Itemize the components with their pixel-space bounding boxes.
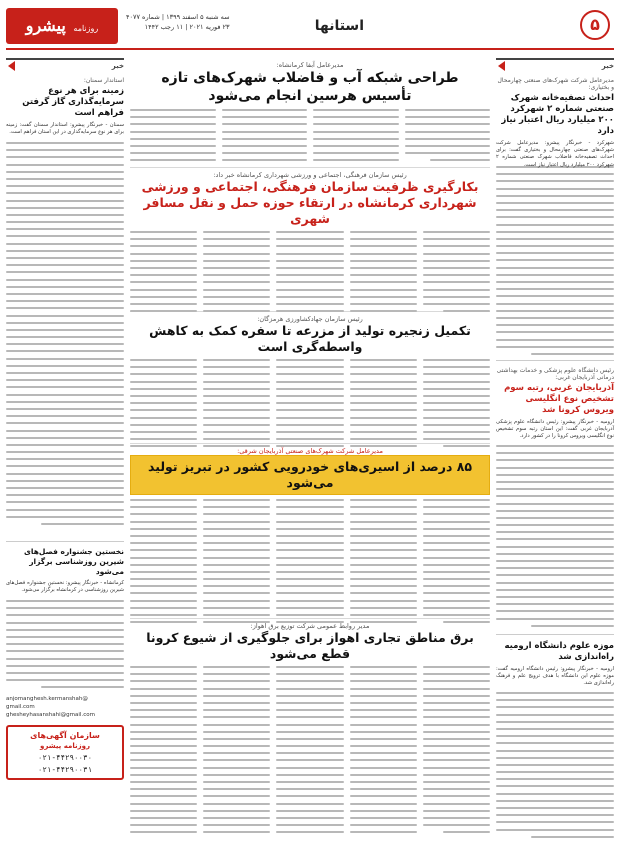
story-body: [130, 105, 490, 171]
story-body-lines: [6, 142, 124, 537]
story-headline: برق مناطق تجاری اهواز برای جلوگیری از شیوع کرونا قطع می‌شود: [146, 630, 474, 661]
story-kicker: استاندار سمنان:: [83, 77, 124, 84]
ad-subtitle: روزنامه پیشرو: [40, 742, 90, 750]
story-water-network: [130, 58, 490, 168]
page-header: [6, 6, 614, 50]
story-hormozgan-agriculture: [130, 312, 490, 444]
story-ahvaz-power: [130, 619, 490, 829]
email-line: gmail.com: [6, 704, 35, 710]
story-headline: نخستین جشنواره فصل‌های شیرین روزشناسی برگزار می‌شود: [24, 547, 124, 576]
story-headline: ۸۵ درصد از اسیری‌های خودرویی کشور در تبریز تولید می‌شود: [148, 459, 472, 490]
story-body: [130, 355, 490, 457]
email-line: ghesheyhasanshahi@gmail.com: [6, 712, 95, 718]
story-text: سمنان - خبرنگار پیشرو: استاندار سمنان گفت: زمینه برای هر نوع سرمایه‌گذاری در این استان فراهم است.: [6, 122, 124, 136]
logo-sub: روزنامه: [73, 24, 99, 33]
story-text: ارومیه - خبرنگار پیشرو: رئیس دانشگاه علوم پزشکی آذربایجان غربی گفت: این استان رتبه سوم تشخیص نوع انگلیسی ویروس کرونا را در کشور دارد.: [496, 419, 614, 440]
newspaper-logo: [6, 8, 118, 44]
tag-arrow-icon: [498, 61, 505, 71]
left-column: [6, 58, 124, 831]
story-kermanshah-transport: [130, 168, 490, 312]
story-kicker: مدیر روابط عمومی شرکت توزیع برق اهواز:: [250, 622, 370, 630]
column-tag-label: خبر: [601, 62, 614, 70]
section-title: استانها: [314, 18, 364, 34]
logo-text: پیشرو: [25, 16, 66, 35]
right-column: [496, 58, 614, 831]
story-headline: بکارگیری ظرفیت سازمان فرهنگی، اجتماعی و ورزشی شهرداری کرمانشاه در ارتقاء حوزه حمل و نقل مسافر شهری: [141, 179, 479, 226]
story-body: [130, 227, 490, 323]
story-headline: زمینه برای هر نوع سرمایه‌گذاری گاز گرفتن فراهم است: [22, 86, 124, 118]
story-text: شهرکرد - خبرنگار پیشرو: مدیرعامل شرکت شهرک‌های صنعتی چهارمحال و بختیاری گفت: برای احداث تصفیه‌خانه فاضلاب شهرک صنعتی شماره ۲ شهرکرد ۲۰۰ میلیارد ریال اعتبار نیاز است.: [496, 140, 614, 168]
contact-email: [6, 695, 124, 719]
story-headline: طراحی شبکه آب و فاضلاب شهرک‌های تازه تأسیس هرسین انجام می‌شود: [161, 70, 459, 104]
story-headline: آذربایجان غربی، رتبه سوم تشخیص نوع انگلیسی ویروس کرونا شد: [504, 383, 614, 415]
column-tag-label: خبر: [111, 62, 124, 70]
ad-phone: ۰۲۱-۴۴۲۹۰۰۳۱: [37, 765, 93, 774]
story-tabriz-production: [130, 444, 490, 619]
column-tag: [6, 58, 124, 71]
headline-highlight-bar: [130, 455, 490, 495]
issue-date: [126, 12, 230, 32]
story-body-lines: [496, 166, 614, 356]
column-tag: [496, 58, 614, 71]
story-text: کرمانشاه - خبرنگار پیشرو: نخستین جشنواره فصل‌های شیرین روزشناسی در کرمانشاه برگزار می‌شود.: [6, 580, 124, 594]
main-stories: [130, 58, 490, 831]
page-number: ۵: [580, 10, 610, 40]
story-body-lines: [496, 692, 614, 842]
tag-arrow-icon: [8, 61, 15, 71]
story-kicker: مدیرعامل شرکت شهرک‌های صنعتی چهارمحال و بختیاری:: [497, 77, 614, 91]
story-kicker: مدیرعامل آبفا کرمانشاه:: [276, 61, 344, 69]
ad-title: سازمان آگهی‌های: [30, 731, 100, 740]
date-line-2: ۲۳ فوریه ۲۰۲۱ | ۱۱ رجب ۱۴۴۲: [144, 23, 230, 31]
story-body-lines: [496, 445, 614, 630]
story-kicker: رئیس سازمان جهادکشاورزی هرمزگان:: [257, 315, 363, 323]
date-line-1: سه شنبه ۵ اسفند ۱۳۹۹ | شماره ۴۰۷۷: [126, 13, 230, 21]
ad-department-box: [6, 725, 124, 780]
email-line: anjomanghesh.kermanshah@: [6, 696, 88, 702]
story-kicker: مدیرعامل شرکت شهرک‌های صنعتی آذربایجان شرقی:: [237, 447, 383, 455]
story-body-lines: [6, 600, 124, 692]
story-body: [130, 662, 490, 846]
story-headline: احداث تصفیه‌خانه شهرک صنعتی شماره ۲ شهرکرد ۲۰۰ میلیارد ریال اعتبار نیاز دارد: [501, 93, 614, 136]
story-headline: تکمیل زنجیره تولید از مزرعه تا سفره کمک به کاهش واسطه‌گری است: [149, 323, 471, 354]
story-kicker: رئیس سازمان فرهنگی، اجتماعی و ورزشی شهرداری کرمانشاه خبر داد:: [213, 171, 407, 179]
story-headline: موزه علوم دانشگاه ارومیه راه‌اندازی شد: [504, 641, 614, 662]
ad-phone: ۰۲۱-۴۴۲۹۰۰۳۰: [37, 753, 93, 762]
story-text: ارومیه - خبرنگار پیشرو: رئیس دانشگاه ارومیه گفت: موزه علوم این دانشگاه با هدف ترویج علم و فرهنگ راه‌اندازی شد.: [496, 666, 614, 687]
story-kicker: رئیس دانشگاه علوم پزشکی و خدمات بهداشتی درمانی آذربایجان غربی:: [496, 367, 614, 381]
story-body: [130, 495, 490, 631]
